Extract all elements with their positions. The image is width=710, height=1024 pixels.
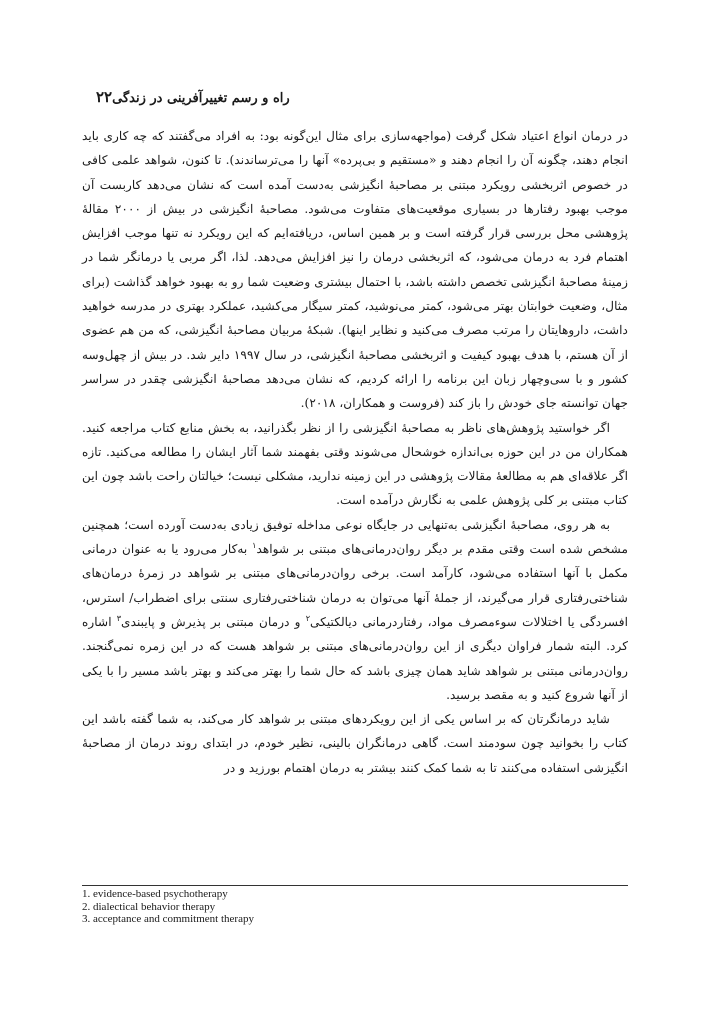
paragraph-segment: اشاره کرد. البته شمار فراوان دیگری از این روان‌درمانی‌های مبتنی بر شواهد هست که در این زمره نمی‌گنجند. روان‌درمانی مبتنی بر شواهد شاید همان چیزی باشد که حال شما را بهتر می‌کند و بهتر باشد مسیر را با یکی از آنها شروع کنید و به مقصد برسید. [82,614,628,702]
paragraph-segment: به‌کار می‌رود یا به عنوان درمانی مکمل با آنها استفاده می‌شود، کارآمد است. برخی روان‌درمانی‌های مبتنی بر شواهد در زمرهٔ درمان‌های شناختی‌رفتاری قرار می‌گیرند، از جملهٔ آنها می‌توان به درمان شناختی‌رفتاری سنتی برای اضطراب/ استرس، افسردگی یا اختلالات سوءمصرف مواد، رفتاردرمانی دیالکتیکی [82,542,628,629]
paragraph: اگر خواستید پژوهش‌های ناظر به مصاحبهٔ انگیزشی را از نظر بگذرانید، به بخش منابع کتاب مراجعه کنید. همکاران من در این حوزه بی‌اندازه خوشحال می‌شوند وقتی بفهمند شما آثار ایشان را مطالعه می‌کنید. تازه اگر علاقه‌ای هم به مطالعهٔ مقالات پژوهشی در این زمینه ندارید، مشکلی نیست؛ خیالتان راحت باشد چون این کتاب مبتنی بر کلی پژوهش علمی به نگارش درآمده است. [82,420,628,508]
paragraph-segment: و درمان مبتنی بر پذیرش و پایبندی [121,614,306,629]
page-number: ۲۲ [96,88,113,106]
footnote-reference: ۱ [252,540,257,550]
paragraph [82,513,628,707]
body-text [82,124,628,780]
footnote-divider [82,885,628,886]
paragraph-segment: به هر روی، مصاحبهٔ انگیزشی به‌تنهایی در جایگاه نوعی مداخله توفیق زیادی به‌دست آورده است؛ همچنین مشخص شده است وقتی مقدم بر دیگر روان‌درمانی‌های مبتنی بر شواهد [82,517,628,557]
footnotes [82,888,628,926]
footnote: 1. evidence-based psychotherapy [82,888,228,900]
page-header [82,88,628,112]
running-title: راه و رسم تغییرآفرینی در زندگی [112,91,290,106]
paragraph: در درمان انواع اعتیاد شکل گرفت (مواجهه‌سازی برای مثال این‌گونه بود: به افراد می‌گفتند که چه کاری باید انجام دهند، چگونه آن را انجام دهند و «مستقیم و بی‌پرده» آنها را می‌ترساندند). تا کنون، شواهد علمی کافی در خصوص اثربخشی رویکرد مبتنی بر مصاحبهٔ انگیزشی به‌دست آمده است که نشان می‌دهد کاربست آن موجب بهبود رفتارها در بسیاری موقعیت‌های متفاوت می‌شود. مصاحبهٔ انگیزشی در بیش از ۲۰۰۰ مقالهٔ پژوهشی محل بررسی قرار گرفته است و بر همین اساس، دریافته‌ایم که این رویکرد نه تنها موجب افزایش اهتمام فرد به درمان می‌شود، که اثربخشی درمان را نیز افزایش می‌دهد. لذا، اگر مربی یا درمانگر شما در زمینهٔ مصاحبهٔ انگیزشی تخصص داشته باشد، با احتمال بیشتری وضعیت شما رو به بهبود خواهد گذاشت (برای مثال، وضعیت خوابتان بهتر می‌شود، کمتر می‌نوشید، کمتر سیگار می‌کشید، عملکرد بهتری در مدرسه خواهید داشت، داروهایتان را مرتب مصرف می‌کنید و نظایر اینها). شبکهٔ مربیان مصاحبهٔ انگیزشی، که من هم عضوی از آن هستم، با هدف بهبود کیفیت و اثربخشی مصاحبهٔ انگیزشی، در سال ۱۹۹۷ دایر شد. در بیش از چهل‌وسه کشور و با سی‌وچهار زبان این برنامه را ارائه کردیم، که نشان می‌دهد مصاحبهٔ انگیزشی چقدر در سراسر جهان توانسته جای خودش را باز کند (فروست و همکاران، ۲۰۱۸). [82,129,628,411]
footnote-reference: ۳ [116,613,122,623]
footnote: 3. acceptance and commitment therapy [82,913,254,925]
footnote-reference: ۲ [305,613,310,623]
footnote: 2. dialectical behavior therapy [82,900,216,913]
paragraph: شاید درمانگرتان که بر اساس یکی از این رویکردهای مبتنی بر شواهد کار می‌کند، به شما گفته باشد این کتاب را بخوانید چون سودمند است. گاهی درمانگران بالینی، نظیر خودم، در ابتدای روند درمان از مصاحبهٔ انگیزشی استفاده می‌کنند تا به شما کمک کنند بیشتر به درمان اهتمام بورزید و در [82,712,628,775]
